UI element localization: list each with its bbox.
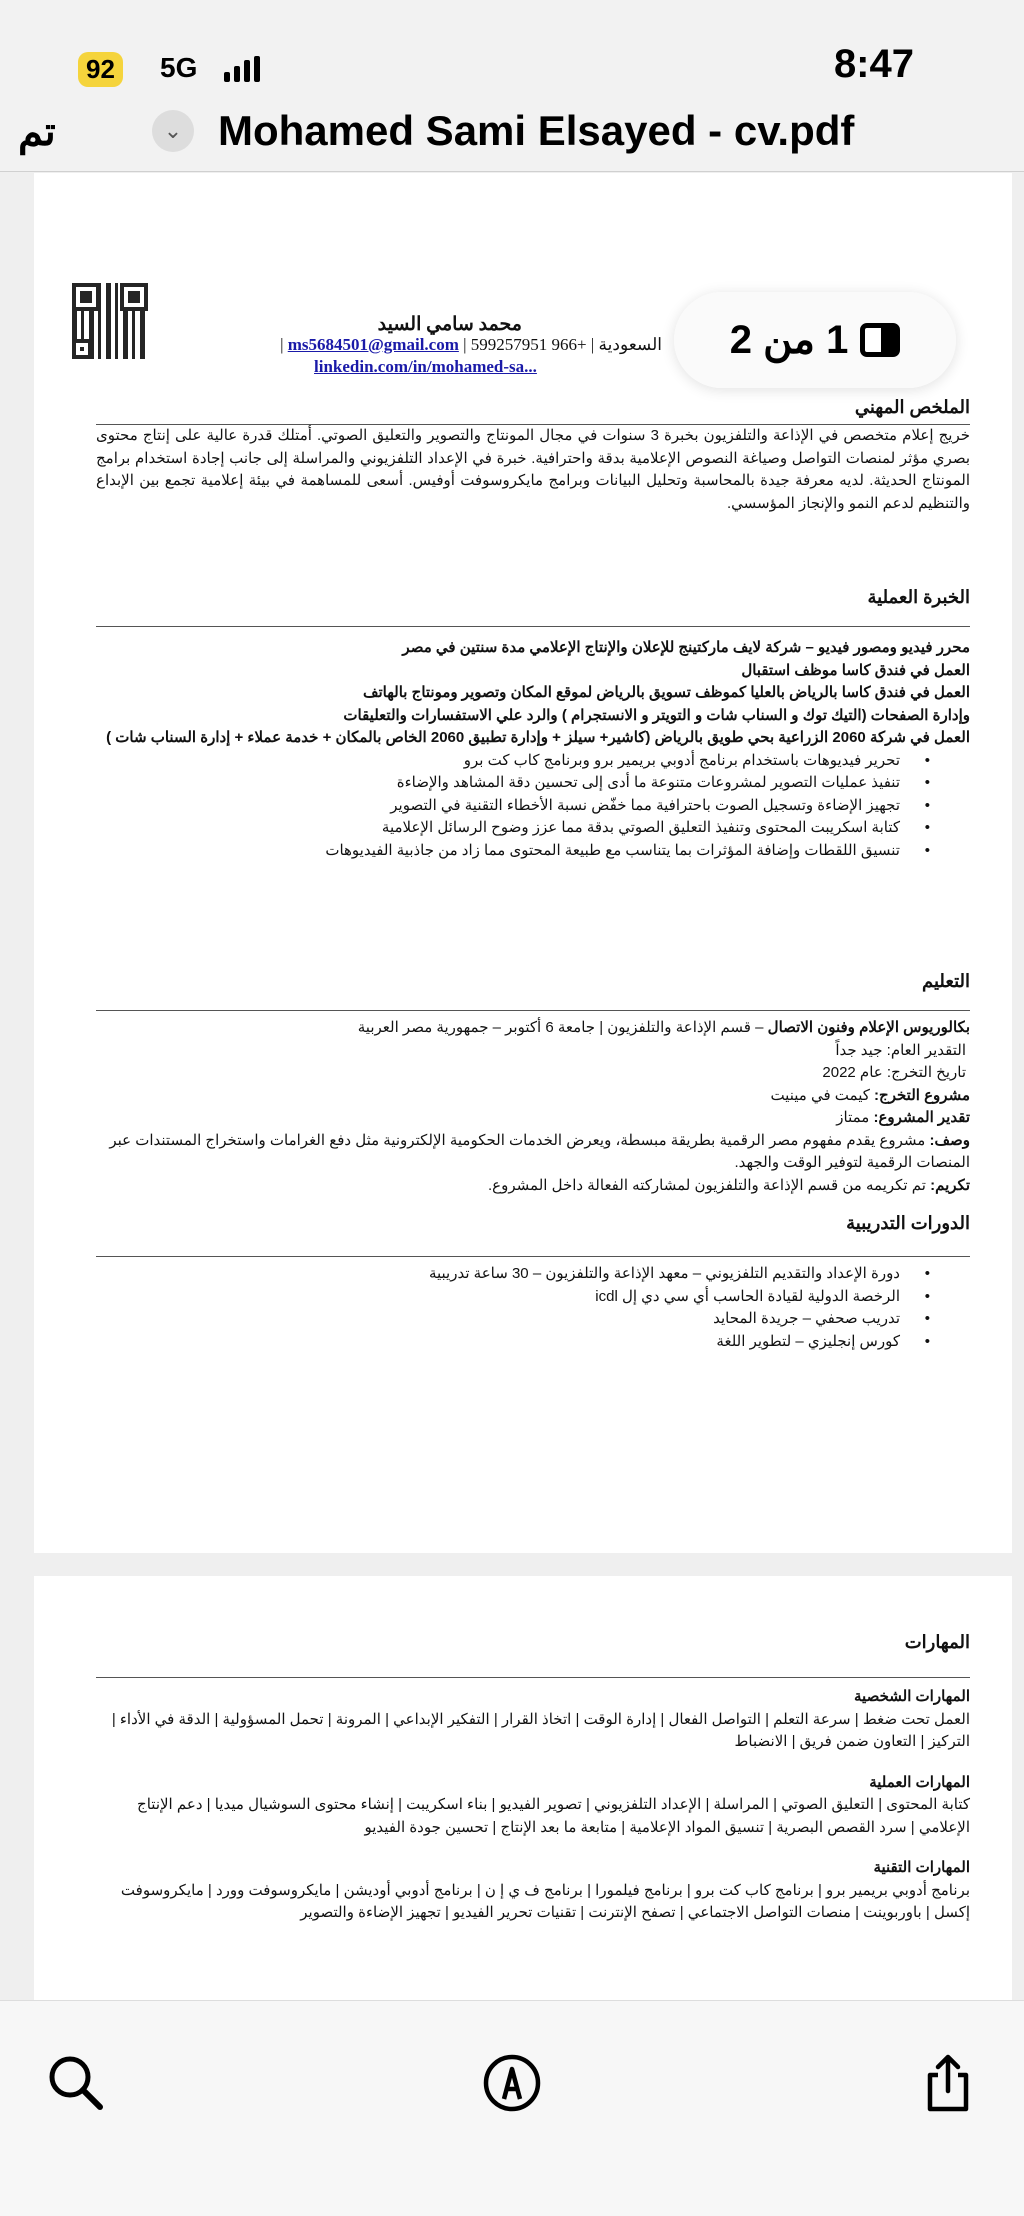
- label: وصف:: [929, 1131, 970, 1149]
- markup-icon[interactable]: [480, 2051, 544, 2115]
- list-item: • تجهيز الإضاءة وتسجيل الصوت باحترافية مما خفّض نسبة الأخطاء التقنية في التصوير: [96, 795, 930, 818]
- bottom-toolbar: [0, 2000, 1024, 2216]
- skills-text: كتابة المحتوى | التعليق الصوتي | المراسلة | الإعداد التلفزيوني | تصوير الفيديو | بناء اسكريبت | إنشاء محتوى السوشيال ميديا | دعم الإنتاج الإعلامي | سرد القصص البصرية | تنسيق المواد الإعلامية | متابعة ما بعد الإنتاج | تحسين جودة الفيديو: [137, 1796, 970, 1836]
- value: كيمت في مينيت: [770, 1086, 875, 1104]
- label: مشروع التخرج:: [874, 1086, 970, 1104]
- pdf-page-2: [34, 1576, 1012, 2000]
- linkedin-link[interactable]: linkedin.com/in/mohamed-sa...: [314, 357, 537, 376]
- list-item: • كتابة اسكريبت المحتوى وتنفيذ التعليق الصوتي بدقة مما عزز وضوح الرسائل الإعلامية: [96, 817, 930, 840]
- qr-code-icon: [72, 283, 148, 359]
- skills-text: العمل تحت ضغط | سرعة التعلم | التواصل الفعال | إدارة الوقت | اتخاذ القرار | التفكير الإبداعي | المرونة | تحمل المسؤولية | الدقة في الأداء | التركيز | التعاون ضمن فريق | الانضباط: [111, 1710, 970, 1750]
- skills-section: [96, 1632, 970, 1925]
- phone: +966 599257951 |: [463, 335, 587, 354]
- cv-name: محمد سامي السيد: [377, 314, 522, 335]
- value: مشروع يقدم مفهوم مصر الرقمية بطريقة مبسطة، ويعرض الخدمات الحكومية الإلكترونية مثل دفع الغرامات واستخراج المستندات عبر المنصات الرقمية لتوفير الوقت والجهد.: [109, 1131, 970, 1171]
- value: تم تكريمه من قسم الإذاعة والتلفزيون لمشاركته الفعالة داخل المشروع.: [488, 1176, 931, 1194]
- education-section: [96, 971, 970, 1197]
- share-icon[interactable]: [916, 2051, 980, 2115]
- email-link[interactable]: ms5684501@gmail.com: [287, 335, 459, 354]
- grade: التقدير العام: جيد جداً: [835, 1041, 966, 1059]
- skills-text: برنامج أدوبي بريمير برو | برنامج كاب كت برو | برنامج فيلمورا | برنامج ف ي إ ن | برنامج أدوبي أوديشن | مايكروسوفت وورد | مايكروسوفت إكسل | باوربوينت | منصات التواصل الاجتماعي | تصفح الإنترنت | تقنيات تحرير الفيديو | تجهيز الإضاءة والتصوير: [120, 1881, 970, 1921]
- courses-list: [96, 1263, 970, 1353]
- list-item: • دورة الإعداد والتقديم التلفزيوني – معهد الإذاعة والتلفزيون – 30 ساعة تدريبية: [96, 1263, 930, 1286]
- list-item: • تنفيذ عمليات التصوير لمشروعات متنوعة ما أدى إلى تحسين دقة المشاهد والإضاءة: [96, 772, 930, 795]
- courses-section: [96, 1213, 970, 1353]
- list-item: • تنسيق اللقطات وإضافة المؤثرات بما يتناسب مع طبيعة المحتوى مما زاد من جاذبية الفيديوهات: [96, 840, 930, 863]
- degree-details: – قسم الإذاعة والتلفزيون | جامعة 6 أكتوبر – جمهورية مصر العربية: [357, 1019, 768, 1036]
- label: تقدير المشروع:: [873, 1109, 970, 1126]
- degree: بكالوريوس الإعلام وفنون الاتصال: [767, 1019, 970, 1036]
- section-heading: التعليم: [96, 971, 970, 1011]
- section-heading: الدورات التدريبية: [96, 1213, 970, 1257]
- section-heading: الخبرة العملية: [96, 575, 970, 627]
- signal-icon: [224, 56, 260, 82]
- sidebar-thumbnails-icon: [860, 323, 900, 357]
- job-line: العمل في فندق كاسا موظف استقبال: [741, 661, 970, 679]
- section-heading: المهارات: [96, 1632, 970, 1678]
- battery-indicator: 92: [78, 52, 123, 87]
- experience-bullets: [96, 750, 970, 863]
- list-item: • تدريب صحفي – جريدة المحايد: [96, 1308, 930, 1331]
- job-line: العمل في شركة 2060 الزراعية بحي طويق بالرياض (كاشير+ سيلز + وإدارة تطبيق 2060 الخاص بالمكان + خدمة عملاء + إدارة السناب شات ): [106, 729, 970, 746]
- page-indicator[interactable]: [674, 292, 956, 388]
- subsection-heading: المهارات التقنية: [873, 1859, 970, 1876]
- subsection-heading: المهارات الشخصية: [854, 1688, 970, 1705]
- job-line: العمل في فندق كاسا بالرياض بالعليا كموظف تسويق بالرياض لموقع المكان وتصوير ومونتاج بالهاتف: [362, 684, 970, 701]
- done-button[interactable]: تم: [18, 110, 56, 154]
- location: السعودية |: [590, 335, 662, 354]
- value: ممتاز: [836, 1109, 874, 1126]
- subsection-heading: المهارات العملية: [869, 1773, 970, 1791]
- label: تكريم:: [930, 1176, 970, 1194]
- document-title[interactable]: Mohamed Sami Elsayed - cv.pdf: [218, 107, 855, 154]
- clock: 8:47: [833, 42, 914, 86]
- status-bar: [0, 0, 1024, 105]
- contact-line: السعودية | +966 599257951 | ms5684501@gmail.com |: [280, 335, 662, 354]
- search-icon[interactable]: [44, 2051, 108, 2115]
- summary-section: [96, 397, 970, 515]
- job-line: وإدارة الصفحات (التيك توك و السناب شات و التويتر و الانستجرام ) والرد علي الاستفسارات والتعليقات: [343, 706, 970, 724]
- grad-date: تاريخ التخرج: عام 2022: [822, 1064, 966, 1081]
- section-heading: الملخص المهني: [96, 397, 970, 425]
- list-item: • كورس إنجليزي – لتطوير اللغة: [96, 1331, 930, 1354]
- list-item: • الرخصة الدولية لقيادة الحاسب أي سي دي إل icdl: [96, 1286, 930, 1309]
- experience-section: [96, 575, 970, 862]
- chevron-down-icon[interactable]: ⌄: [152, 110, 194, 152]
- network-label: 5G: [160, 52, 198, 83]
- page-count: 1 من 2: [729, 318, 849, 362]
- job-line: محرر فيديو ومصور فيديو – شركة لايف ماركتينج للإعلان والإنتاج الإعلامي مدة سنتين في مصر: [402, 639, 970, 656]
- list-item: • تحرير فيديوهات باستخدام برنامج أدوبي بريمير برو وبرنامج كاب كت برو: [96, 750, 930, 773]
- summary-text: خريج إعلام متخصص في الإذاعة والتلفزيون بخبرة 3 سنوات في مجال المونتاج والتصوير والتعليق الصوتي. أمتلك قدرة عالية على إنتاج محتوى بصري مؤثر لمنصات التواصل وصياغة النصوص الإعلامية بدقة واحترافية. خبرة في الإعداد التلفزيوني والمراسلة إلى جانب إجادة استخدام برامج المونتاج الحديثة. لديه معرفة جيدة بالمحاسبة وتحليل البيانات وبرامج مايكروسوفت أوفيس. أسعى للمساهمة في بيئة إعلامية تجمع بين الإبداع والتنظيم لدعم النمو والإنجاز المؤسسي.: [96, 427, 971, 512]
